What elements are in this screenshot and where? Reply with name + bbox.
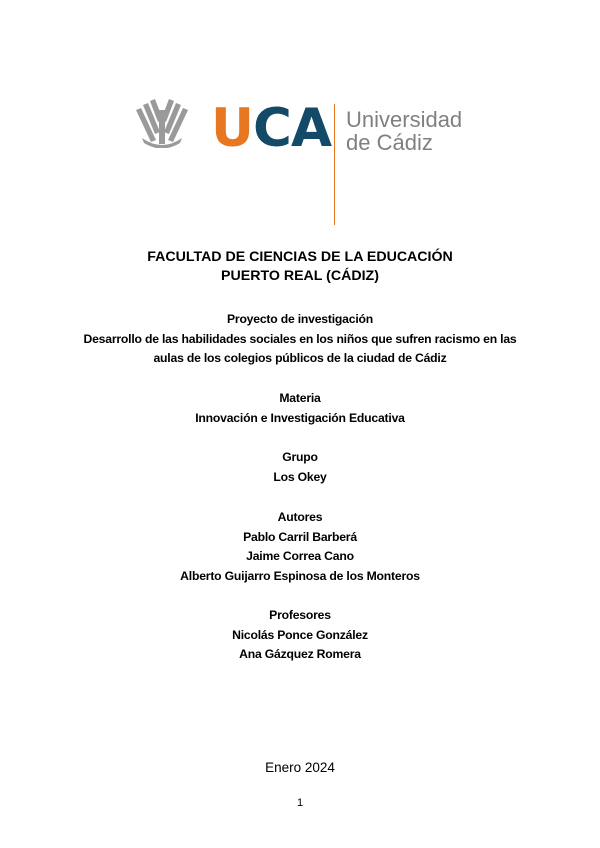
professors-section: [0, 606, 600, 665]
subject-heading: Materia: [279, 391, 321, 405]
author-name: Jaime Correa Cano: [246, 549, 354, 564]
uca-emblem-icon: [134, 96, 190, 148]
faculty-line2: PUERTO REAL (CÁDIZ): [221, 268, 379, 284]
project-title-line1: Desarrollo de las habilidades sociales en los niños que sufren racismo en las: [83, 331, 517, 346]
university-name-line2: de Cádiz: [346, 130, 433, 155]
professors-heading: Profesores: [269, 608, 331, 622]
professor-name: Nicolás Ponce González: [232, 627, 368, 642]
project-title-line2: aulas de los colegios públicos de la ciudad de Cádiz: [153, 351, 447, 366]
document-date: Enero 2024: [265, 760, 335, 775]
authors-section: [0, 508, 600, 586]
uca-logo: [0, 0, 600, 230]
group-value: Los Okey: [273, 469, 327, 484]
university-name-line1: Universidad: [346, 107, 463, 132]
university-name: [346, 108, 462, 154]
project-section: [0, 310, 600, 369]
logo-divider: [334, 104, 335, 225]
faculty-title: [0, 248, 600, 286]
group-section: [0, 448, 600, 487]
authors-heading: Autores: [277, 510, 323, 524]
page-number: 1: [296, 797, 304, 809]
faculty-line1: FACULTAD DE CIENCIAS DE LA EDUCACIÓN: [147, 249, 453, 265]
author-name: Pablo Carril Barberá: [243, 529, 357, 544]
uca-logo-letters: UCA: [211, 98, 331, 159]
project-heading: Proyecto de investigación: [226, 312, 374, 326]
group-heading: Grupo: [282, 450, 318, 464]
professor-name: Ana Gázquez Romera: [239, 647, 361, 662]
subject-value: Innovación e Investigación Educativa: [195, 410, 405, 425]
subject-section: [0, 389, 600, 428]
author-name: Alberto Guijarro Espinosa de los Monteros: [180, 568, 420, 583]
